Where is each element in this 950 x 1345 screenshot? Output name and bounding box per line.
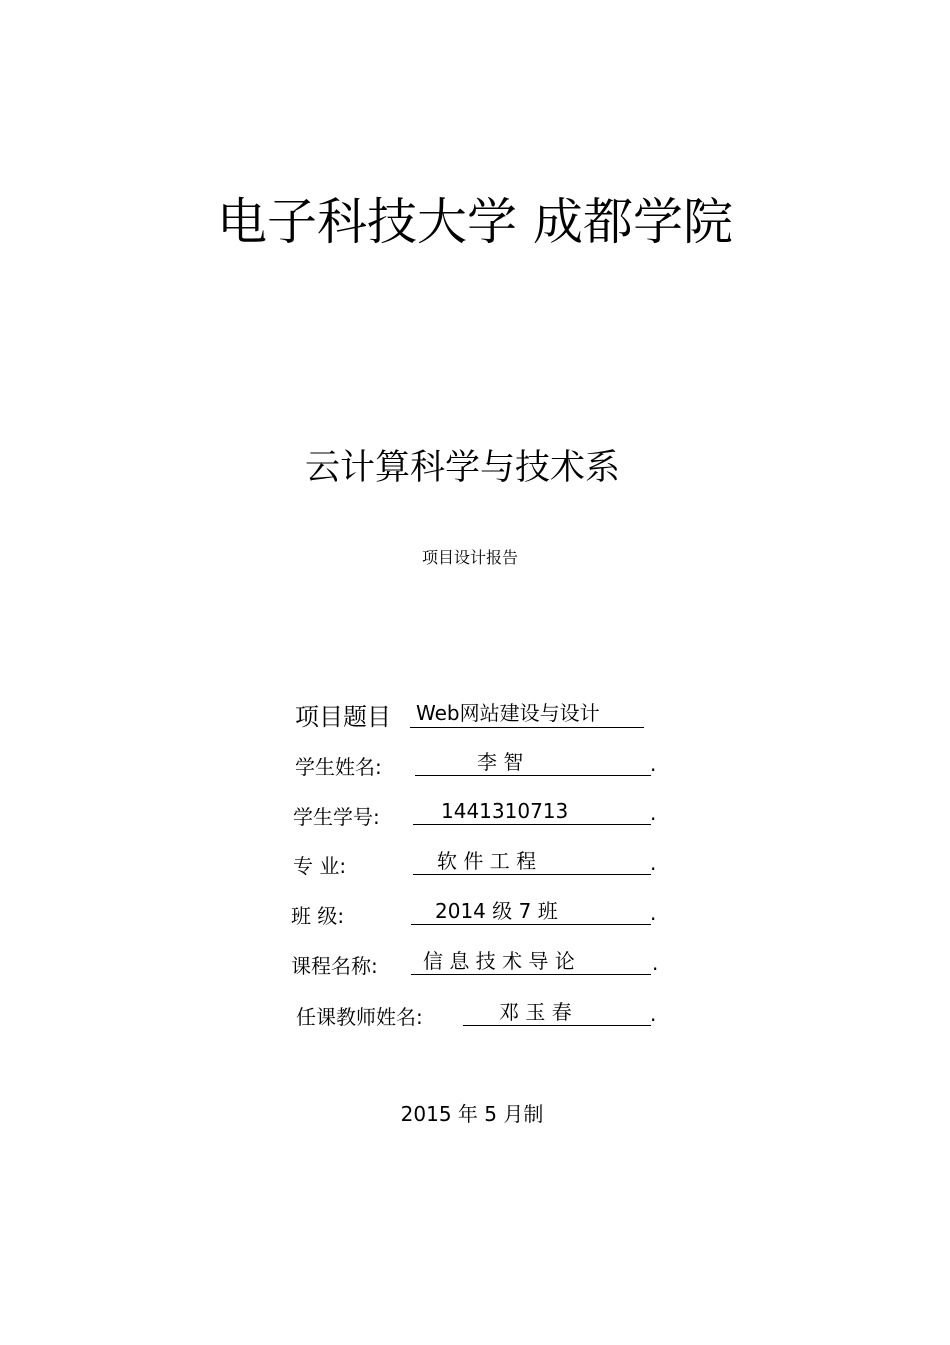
teacher-name-label: 任课教师姓名: xyxy=(296,1005,423,1029)
date-line: 2015 年 5 月制 xyxy=(400,1102,544,1126)
course-name-dot: . xyxy=(652,951,659,975)
major-label: 专 业: xyxy=(293,854,347,878)
student-name-label: 学生姓名: xyxy=(295,755,382,779)
topic-value: Web网站建设与设计 xyxy=(410,700,644,728)
department-title: 云计算科学与技术系 xyxy=(304,448,620,488)
teacher-name-dot: . xyxy=(650,1002,657,1026)
student-id-value: 1441310713 xyxy=(413,799,651,825)
teacher-name-value: 邓 玉 春 xyxy=(463,1000,651,1026)
student-id-label: 学生学号: xyxy=(293,805,380,829)
report-type: 项目设计报告 xyxy=(421,548,518,567)
class-dot: . xyxy=(650,901,657,925)
major-dot: . xyxy=(650,851,657,875)
major-value: 软 件 工 程 xyxy=(413,849,651,875)
university-title: 电子科技大学 成都学院 xyxy=(217,193,733,251)
student-id-dot: . xyxy=(650,801,657,825)
student-name-value: 李 智 xyxy=(415,750,651,776)
class-label: 班 级: xyxy=(291,904,345,928)
course-name-value: 信 息 技 术 导 论 xyxy=(411,949,651,975)
course-name-label: 课程名称: xyxy=(291,954,378,978)
class-value: 2014 级 7 班 xyxy=(411,899,651,925)
topic-label: 项目题目 xyxy=(295,703,391,731)
student-name-dot: . xyxy=(650,752,657,776)
